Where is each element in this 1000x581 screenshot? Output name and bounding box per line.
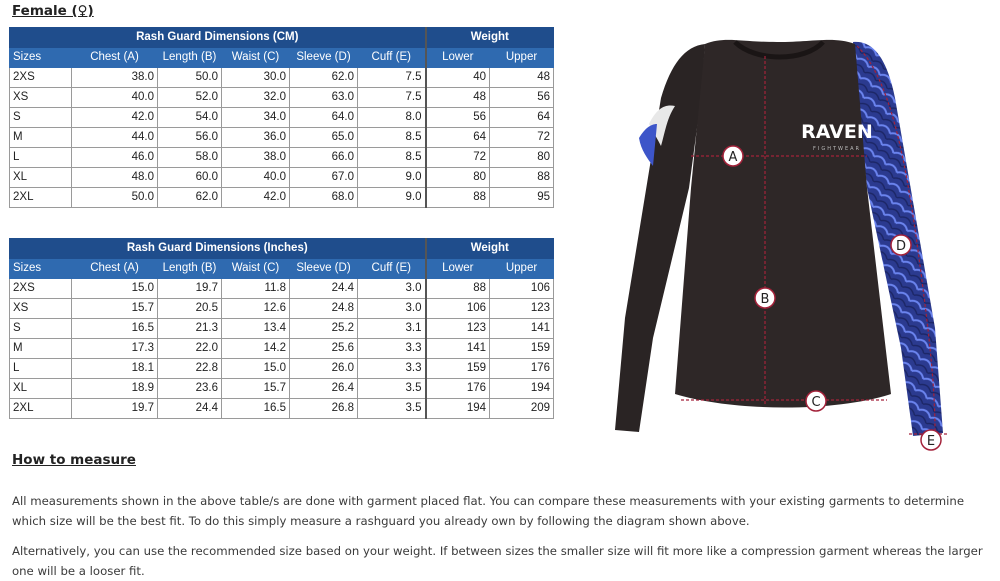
value-cell: 194 (490, 379, 554, 399)
table-row (10, 319, 554, 339)
column-header: Sleeve (D) (290, 259, 358, 279)
value-cell: 3.0 (358, 299, 426, 319)
svg-text:D: D (895, 239, 907, 254)
value-cell: 3.3 (358, 359, 426, 379)
value-cell: 68.0 (290, 188, 358, 208)
size-cell: 2XL (10, 188, 72, 208)
brand-subtitle: FIGHTWEAR (812, 146, 862, 152)
table-row (10, 68, 554, 88)
value-cell: 159 (490, 339, 554, 359)
table-row (10, 279, 554, 299)
marker-a (723, 146, 743, 166)
cm-table-title: Rash Guard Dimensions (CM) (10, 28, 426, 48)
size-cell: XS (10, 299, 72, 319)
table-row (10, 148, 554, 168)
size-cell: 2XS (10, 279, 72, 299)
value-cell: 3.5 (358, 379, 426, 399)
value-cell: 62.0 (158, 188, 222, 208)
value-cell: 176 (490, 359, 554, 379)
value-cell: 62.0 (290, 68, 358, 88)
value-cell: 26.8 (290, 399, 358, 419)
value-cell: 17.3 (72, 339, 158, 359)
value-cell: 19.7 (158, 279, 222, 299)
measure-instructions: All measurements shown in the above table/s are done with garment placed flat. You can compare these measurements with your existing garments to determine which size will be the best fit. To do this simply measure a rashguard you already own by following the diagram shown above. (12, 494, 965, 528)
svg-text:E: E (926, 434, 936, 449)
value-cell: 176 (426, 379, 490, 399)
value-cell: 209 (490, 399, 554, 419)
value-cell: 123 (426, 319, 490, 339)
value-cell: 8.5 (358, 148, 426, 168)
value-cell: 44.0 (72, 128, 158, 148)
column-header: Cuff (E) (358, 48, 426, 68)
value-cell: 15.0 (72, 279, 158, 299)
column-header: Chest (A) (72, 48, 158, 68)
value-cell: 141 (490, 319, 554, 339)
female-size-title: Female (♀) (12, 3, 94, 19)
column-header: Waist (C) (222, 48, 290, 68)
brand-logo: RAVEN (801, 121, 873, 143)
marker-c (806, 391, 826, 411)
value-cell: 80 (426, 168, 490, 188)
column-header: Sizes (10, 259, 72, 279)
inch-table-body (10, 279, 554, 419)
svg-text:B: B (760, 292, 770, 307)
inch-table-title: Rash Guard Dimensions (Inches) (10, 239, 426, 259)
value-cell: 38.0 (72, 68, 158, 88)
value-cell: 48.0 (72, 168, 158, 188)
table-row (10, 188, 554, 208)
value-cell: 159 (426, 359, 490, 379)
value-cell: 88 (490, 168, 554, 188)
size-table-cm (9, 27, 554, 208)
value-cell: 40.0 (222, 168, 290, 188)
value-cell: 54.0 (158, 108, 222, 128)
value-cell: 15.0 (222, 359, 290, 379)
value-cell: 8.0 (358, 108, 426, 128)
value-cell: 67.0 (290, 168, 358, 188)
value-cell: 23.6 (158, 379, 222, 399)
column-header: Sizes (10, 48, 72, 68)
table-row (10, 359, 554, 379)
column-header: Lower (426, 48, 490, 68)
table-row (10, 168, 554, 188)
value-cell: 56.0 (158, 128, 222, 148)
value-cell: 3.0 (358, 279, 426, 299)
value-cell: 106 (490, 279, 554, 299)
size-cell: S (10, 319, 72, 339)
value-cell: 106 (426, 299, 490, 319)
column-header: Waist (C) (222, 259, 290, 279)
value-cell: 141 (426, 339, 490, 359)
value-cell: 18.1 (72, 359, 158, 379)
value-cell: 9.0 (358, 168, 426, 188)
value-cell: 123 (490, 299, 554, 319)
value-cell: 7.5 (358, 88, 426, 108)
value-cell: 22.8 (158, 359, 222, 379)
size-cell: XS (10, 88, 72, 108)
svg-text:A: A (728, 150, 738, 165)
cm-weight-title: Weight (426, 28, 554, 48)
size-cell: M (10, 128, 72, 148)
marker-b (755, 288, 775, 308)
value-cell: 15.7 (222, 379, 290, 399)
value-cell: 64.0 (290, 108, 358, 128)
value-cell: 72 (426, 148, 490, 168)
column-header: Cuff (E) (358, 259, 426, 279)
value-cell: 72 (490, 128, 554, 148)
marker-d (891, 235, 911, 255)
value-cell: 60.0 (158, 168, 222, 188)
svg-text:C: C (811, 395, 821, 410)
value-cell: 8.5 (358, 128, 426, 148)
weight-instructions: Alternatively, you can use the recommended size based on your weight. If between sizes the smaller size will fit more like a compression garment whereas the larger one will be a looser fit. (12, 544, 983, 578)
value-cell: 3.5 (358, 399, 426, 419)
table-row (10, 379, 554, 399)
value-cell: 88 (426, 188, 490, 208)
how-to-measure-title: How to measure (12, 452, 136, 468)
marker-e (921, 430, 941, 450)
column-header: Chest (A) (72, 259, 158, 279)
value-cell: 15.7 (72, 299, 158, 319)
value-cell: 66.0 (290, 148, 358, 168)
value-cell: 80 (490, 148, 554, 168)
value-cell: 20.5 (158, 299, 222, 319)
value-cell: 42.0 (222, 188, 290, 208)
value-cell: 34.0 (222, 108, 290, 128)
size-cell: L (10, 148, 72, 168)
table-row (10, 88, 554, 108)
size-cell: 2XS (10, 68, 72, 88)
value-cell: 26.0 (290, 359, 358, 379)
value-cell: 48 (490, 68, 554, 88)
size-cell: 2XL (10, 399, 72, 419)
column-header: Upper (490, 48, 554, 68)
value-cell: 58.0 (158, 148, 222, 168)
value-cell: 46.0 (72, 148, 158, 168)
inch-weight-title: Weight (426, 239, 554, 259)
value-cell: 64 (490, 108, 554, 128)
rash-guard-diagram (605, 28, 955, 458)
value-cell: 3.1 (358, 319, 426, 339)
value-cell: 13.4 (222, 319, 290, 339)
inch-column-headers (10, 259, 554, 279)
table-row (10, 339, 554, 359)
column-header: Length (B) (158, 259, 222, 279)
value-cell: 30.0 (222, 68, 290, 88)
value-cell: 21.3 (158, 319, 222, 339)
value-cell: 16.5 (72, 319, 158, 339)
table-row (10, 108, 554, 128)
value-cell: 11.8 (222, 279, 290, 299)
value-cell: 3.3 (358, 339, 426, 359)
value-cell: 48 (426, 88, 490, 108)
value-cell: 40.0 (72, 88, 158, 108)
cm-table-body (10, 68, 554, 208)
value-cell: 24.8 (290, 299, 358, 319)
value-cell: 95 (490, 188, 554, 208)
value-cell: 50.0 (158, 68, 222, 88)
value-cell: 22.0 (158, 339, 222, 359)
table-row (10, 299, 554, 319)
value-cell: 56 (426, 108, 490, 128)
value-cell: 25.2 (290, 319, 358, 339)
size-cell: M (10, 339, 72, 359)
value-cell: 12.6 (222, 299, 290, 319)
size-cell: S (10, 108, 72, 128)
value-cell: 7.5 (358, 68, 426, 88)
value-cell: 63.0 (290, 88, 358, 108)
value-cell: 50.0 (72, 188, 158, 208)
size-cell: XL (10, 379, 72, 399)
value-cell: 16.5 (222, 399, 290, 419)
value-cell: 25.6 (290, 339, 358, 359)
value-cell: 56 (490, 88, 554, 108)
column-header: Lower (426, 259, 490, 279)
shirt-body (675, 40, 891, 408)
table-row (10, 128, 554, 148)
cm-column-headers (10, 48, 554, 68)
value-cell: 88 (426, 279, 490, 299)
size-cell: L (10, 359, 72, 379)
value-cell: 24.4 (158, 399, 222, 419)
size-table-inches (9, 238, 554, 419)
size-cell: XL (10, 168, 72, 188)
value-cell: 40 (426, 68, 490, 88)
value-cell: 52.0 (158, 88, 222, 108)
column-header: Sleeve (D) (290, 48, 358, 68)
value-cell: 26.4 (290, 379, 358, 399)
value-cell: 32.0 (222, 88, 290, 108)
value-cell: 64 (426, 128, 490, 148)
value-cell: 9.0 (358, 188, 426, 208)
table-row (10, 399, 554, 419)
value-cell: 42.0 (72, 108, 158, 128)
value-cell: 24.4 (290, 279, 358, 299)
value-cell: 38.0 (222, 148, 290, 168)
value-cell: 65.0 (290, 128, 358, 148)
column-header: Length (B) (158, 48, 222, 68)
value-cell: 14.2 (222, 339, 290, 359)
column-header: Upper (490, 259, 554, 279)
value-cell: 18.9 (72, 379, 158, 399)
value-cell: 36.0 (222, 128, 290, 148)
value-cell: 194 (426, 399, 490, 419)
value-cell: 19.7 (72, 399, 158, 419)
